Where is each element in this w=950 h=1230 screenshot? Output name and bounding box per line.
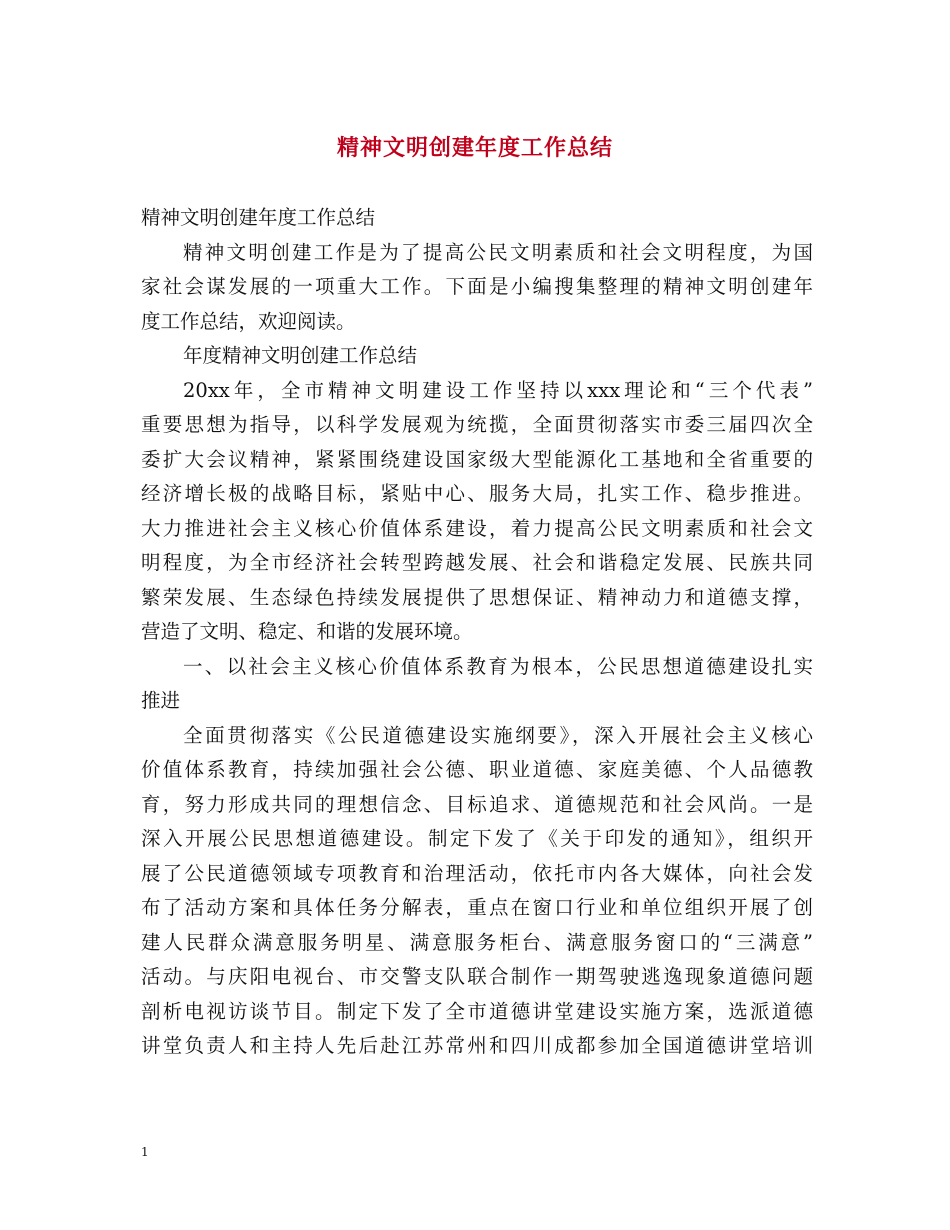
- paragraph-line: 价值体系教育，持续加强社会公德、职业道德、家庭美德、个人品德教: [141, 758, 813, 781]
- subtitle-line: 精神文明创建年度工作总结: [141, 206, 376, 229]
- document-body: [141, 201, 813, 1064]
- document-title: 精神文明创建年度工作总结: [336, 135, 613, 161]
- paragraph-line: 全面贯彻落实《公民道德建设实施纲要》，深入开展社会主义核心: [183, 723, 813, 747]
- paragraph-line: 经济增长极的战略目标，紧贴中心、服务大局，扎实工作、稳步推进。: [141, 482, 813, 505]
- paragraph-line: 营造了文明、稳定、和谐的发展环境。: [141, 620, 473, 643]
- paragraph-line: 度工作总结，欢迎阅读。: [141, 309, 356, 333]
- section-heading: 一、以社会主义核心价值体系教育为根本，公民思想道德建设扎实: [183, 654, 813, 678]
- paragraph-line: 深入开展公民思想道德建设。制定下发了《关于印发的通知》，组织开: [141, 827, 813, 850]
- paragraph-line: 繁荣发展、生态绿色持续发展提供了思想保证、精神动力和道德支撑，: [141, 585, 813, 609]
- paragraph-line: 布了活动方案和具体任务分解表，重点在窗口行业和单位组织开展了创: [141, 896, 813, 919]
- paragraph-line: 重要思想为指导，以科学发展观为统揽，全面贯彻落实市委三届四次全: [141, 413, 813, 436]
- section-heading: 年度精神文明创建工作总结: [183, 344, 418, 367]
- paragraph-line: 大力推进社会主义核心价值体系建设，着力提高公民文明素质和社会文: [141, 516, 813, 540]
- paragraph-line: 展了公民道德领域专项教育和治理活动，依托市内各大媒体，向社会发: [141, 861, 813, 885]
- paragraph-line: 20xx年，全市精神文明建设工作坚持以xxx理论和“三个代表”: [183, 378, 813, 402]
- section-heading: 推进: [141, 689, 181, 712]
- paragraph-line: 家社会谋发展的一项重大工作。下面是小编搜集整理的精神文明创建年: [141, 275, 813, 298]
- paragraph-line: 讲堂负责人和主持人先后赴江苏常州和四川成都参加全国道德讲堂培训: [141, 1034, 813, 1057]
- paragraph-line: 活动。与庆阳电视台、市交警支队联合制作一期驾驶逃逸现象道德问题: [141, 965, 813, 988]
- paragraph-line: 剖析电视访谈节目。制定下发了全市道德讲堂建设实施方案，选派道德: [141, 999, 813, 1023]
- paragraph-line: 委扩大会议精神，紧紧围绕建设国家级大型能源化工基地和全省重要的: [141, 447, 813, 471]
- paragraph-line: 精神文明创建工作是为了提高公民文明素质和社会文明程度，为国: [183, 240, 813, 264]
- page-number: 1: [141, 1145, 149, 1159]
- paragraph-line: 育，努力形成共同的理想信念、目标追求、道德规范和社会风尚。一是: [141, 792, 813, 816]
- paragraph-line: 建人民群众满意服务明星、满意服务柜台、满意服务窗口的“三满意”: [141, 930, 813, 954]
- paragraph-line: 明程度，为全市经济社会转型跨越发展、社会和谐稳定发展、民族共同: [141, 551, 813, 574]
